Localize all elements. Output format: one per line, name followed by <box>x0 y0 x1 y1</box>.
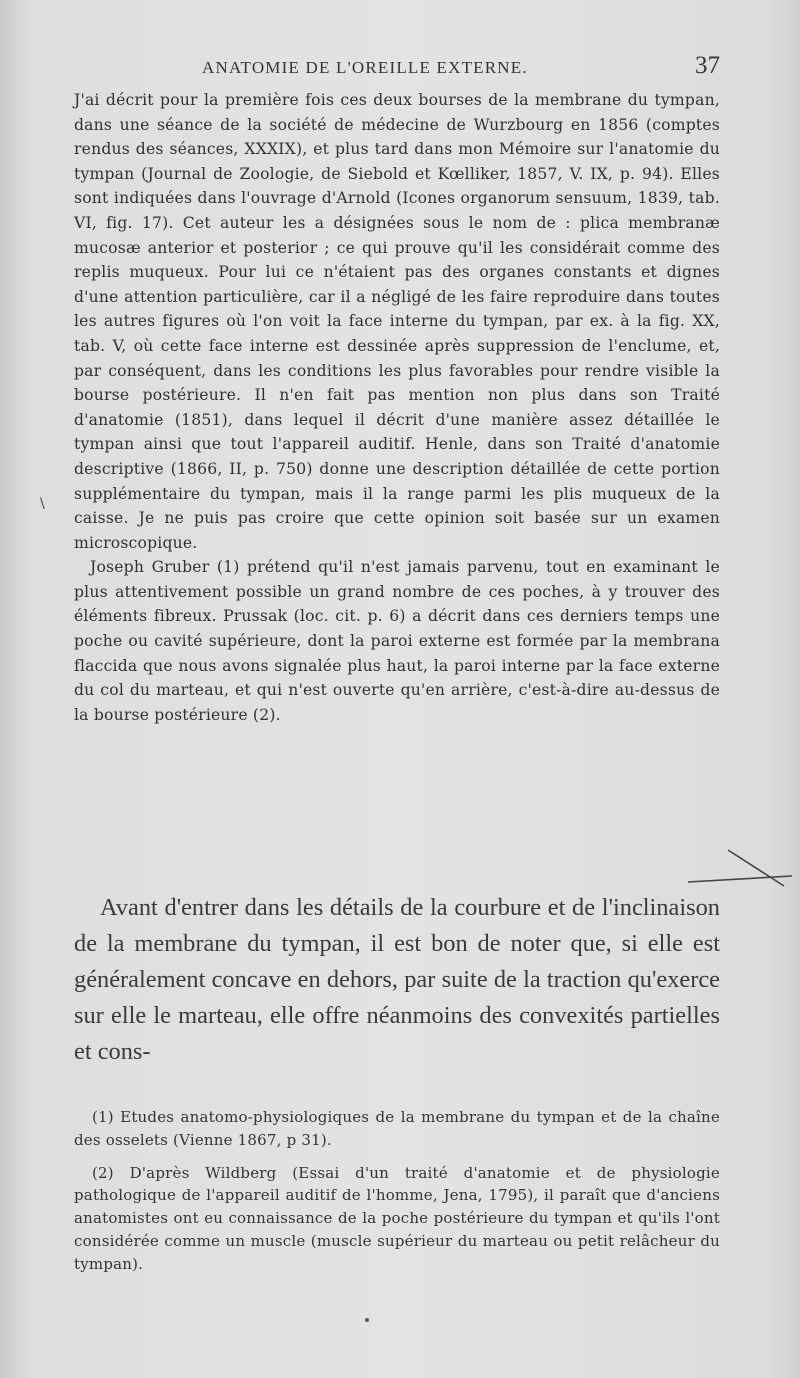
running-head <box>74 52 720 86</box>
pencil-cross-mark <box>688 846 800 890</box>
paragraph-2: Joseph Gruber (1) prétend qu'il n'est jamais parvenu, tout en examinant le plus attentivement possible un grand nombre de ces poches, à y trouver des éléments fibreux. Prussak (loc. cit. p. 6) a décrit dans ces derniers temps une poche ou cavité supérieure, dont la paroi externe est formée par la membrana flaccida que nous avons signalée plus haut, la paroi interne par la face externe du col du marteau, et qui n'est ouverte qu'en arrière, c'est-à-dire au-dessus de la bourse postérieure (2). <box>74 558 720 724</box>
footnote-1: (1) Etudes anatomo-physiologiques de la membrane du tympan et de la chaîne des osselets (Vienne 1867, p 31). <box>74 1108 720 1149</box>
ink-speck <box>365 1318 369 1322</box>
running-title: ANATOMIE DE L'OREILLE EXTERNE. <box>202 58 528 77</box>
paragraph-1: J'ai décrit pour la première fois ces deux bourses de la membrane du tympan, dans une séance de la société de médecine de Wurzbourg en 1856 (comptes rendus des séances, XXXIX), et plus tard dans mon Mémoire sur l'anatomie du tympan (Journal de Zoologie, de Siebold et Kœlliker, 1857, V. IX, p. 94). Elles sont indiquées dans l'ouvrage d'Arnold (Icones organorum sensuum, 1839, tab. VI, fig. 17). Cet auteur les a désignées sous le nom de : plica membranæ mucosæ anterior et posterior ; ce qui prouve qu'il les considérait comme des replis muqueux. Pour lui ce n'étaient pas des organes constants et dignes d'une attention particulière, car il a négligé de les faire reproduire dans toutes les autres figures où l'on voit la face interne du tympan, par ex. à la fig. XX, tab. V, où cette face interne est dessinée après suppression de l'enclume, et, par conséquent, dans les conditions les plus favorables pour rendre visible la bourse postérieure. Il n'en fait pas mention non plus dans son Traité d'anatomie (1851), dans lequel il décrit d'une manière assez détaillée le tympan ainsi que tout l'appareil auditif. Henle, dans son Traité d'anatomie descriptive (1866, II, p. 750) donne une description détaillée de cette portion supplémentaire du tympan, mais il la range parmi les plis muqueux de la caisse. Je ne puis pas croire que cette opinion soit basée sur un examen microscopique. <box>74 91 720 552</box>
body-text-large <box>74 890 720 1070</box>
page-number: 37 <box>695 52 720 79</box>
footnote-2: (2) D'après Wildberg (Essai d'un traité d'anatomie et de physiologie pathologique de l'appareil auditif de l'homme, Jena, 1795), il paraît que d'anciens anatomistes ont eu connaissance de la poche postérieure du tympan et qu'ils l'ont considérée comme un muscle (muscle supérieur du marteau ou petit relâcheur du tympan). <box>74 1163 720 1273</box>
paragraph-large: Avant d'entrer dans les détails de la courbure et de l'inclinaison de la membrane du tympan, il est bon de noter que, si elle est généralement concave en dehors, par suite de la traction qu'exerce sur elle le marteau, elle offre néanmoins des convexités partielles et cons- <box>74 894 720 1065</box>
body-text-small <box>74 88 720 727</box>
footnotes <box>74 1106 720 1276</box>
margin-tick-mark: \ <box>40 496 45 512</box>
